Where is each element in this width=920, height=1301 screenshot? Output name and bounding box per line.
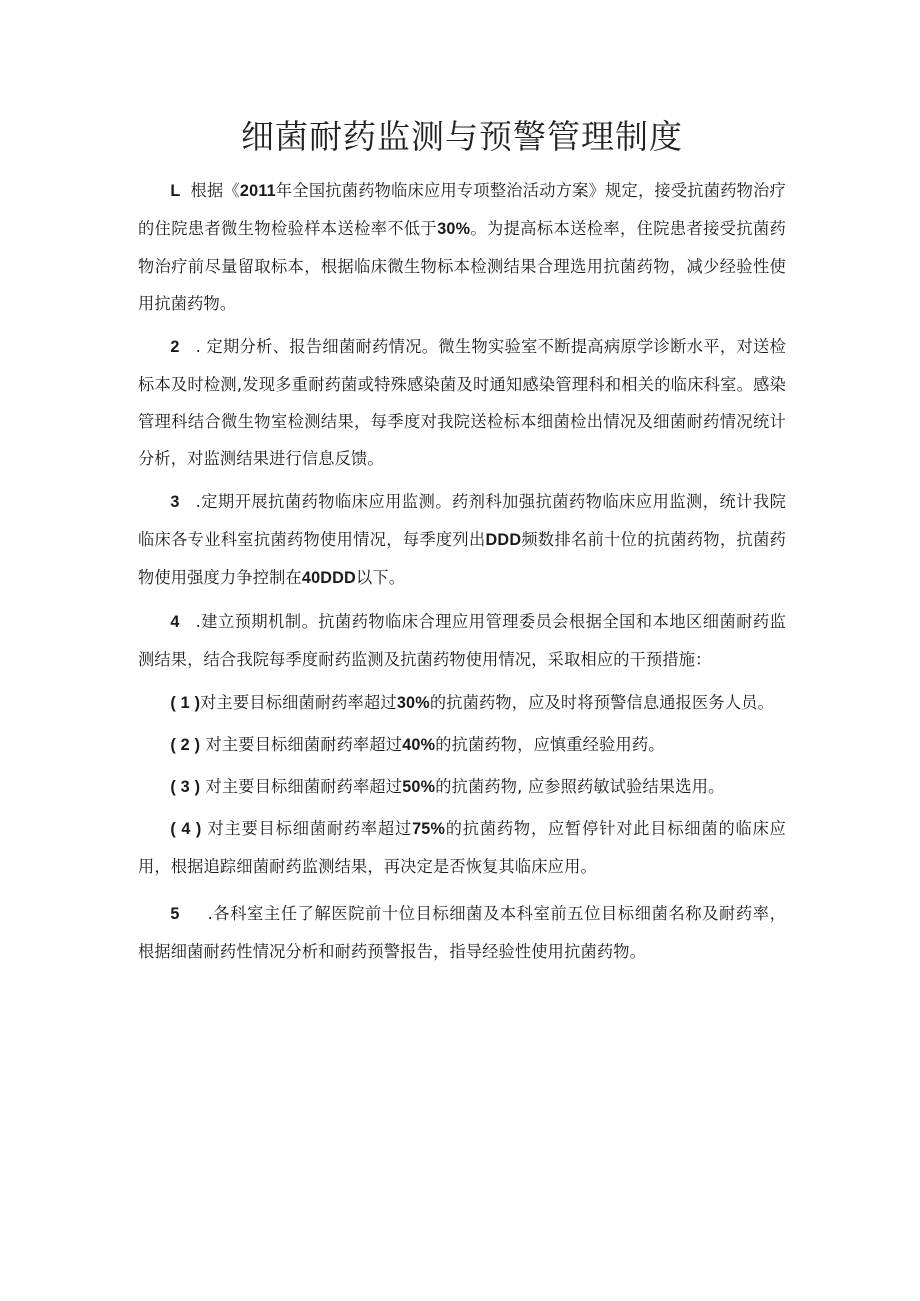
threshold-value: 40% <box>402 736 436 754</box>
measure-4 <box>138 810 786 885</box>
paragraph-number: 4 <box>170 613 180 631</box>
measure-text: 的抗菌药物，应暂停针对此目标细菌的临床应用，根据追踪细菌耐药监测结果，再决定是否恢复其临床应用。 <box>138 819 787 876</box>
measure-number: ( 4 ) <box>170 820 202 838</box>
measure-text: 的抗菌药物, 应参照药敏试验结果选用。 <box>435 777 725 796</box>
paragraph-number: L <box>170 182 181 200</box>
measure-text: 对主要目标细菌耐药率超过 <box>205 735 403 754</box>
measure-text: 的抗菌药物，应及时将预警信息通报医务人员。 <box>429 693 774 712</box>
paragraph-text: 以下。 <box>355 568 406 587</box>
measure-1 <box>138 684 786 722</box>
paragraph-number: 2 <box>170 338 180 356</box>
paragraph-text: 频数排名前十位的抗菌药物，抗菌药物使用强度力争控制在 <box>138 530 787 587</box>
paragraph-5 <box>138 895 786 970</box>
threshold-value: 30% <box>396 694 430 712</box>
paragraph-text: 根据《 <box>190 181 240 200</box>
measure-3 <box>138 768 786 806</box>
threshold-value: 50% <box>402 778 436 796</box>
document-page <box>138 112 786 976</box>
paragraph-text: .建立预期机制。抗菌药物临床合理应用管理委员会根据全国和本地区细菌耐药监测结果，结合我院每季度耐药监测及抗菌药物使用情况，采取相应的干预措施： <box>138 612 786 669</box>
paragraph-text: .定期开展抗菌药物临床应用监测。药剂科加强抗菌药物临床应用监测，统计我院临床各专业科室抗菌药物使用情况，每季度列出 <box>138 492 786 549</box>
paragraph-3 <box>138 483 786 597</box>
measure-text: 的抗菌药物，应慎重经验用药。 <box>435 735 665 754</box>
measure-text: 对主要目标细菌耐药率超过 <box>205 777 403 796</box>
bold-value: 30% <box>437 220 471 238</box>
threshold-value: 75% <box>412 820 446 838</box>
measure-text: 对主要目标细菌耐药率超过 <box>207 819 413 838</box>
document-title: 细菌耐药监测与预警管理制度 <box>241 117 683 156</box>
paragraph-text: . 定期分析、报告细菌耐药情况。微生物实验室不断提高病原学诊断水平，对送检标本及时检测,发现多重耐药菌或特殊感染菌及时通知感染管理科和相关的临床科室。感染管理科结合微生物室检测结果，每季度对我院送检标本细菌检出情况及细菌耐药情况统计分析，对监测结果进行信息反馈。 <box>138 337 786 468</box>
bold-value: DDD <box>485 531 522 549</box>
paragraph-2 <box>138 328 786 477</box>
paragraph-text: 。为提高标本送检率，住院患者接受抗菌药物治疗前尽量留取标本，根据临床微生物标本检测结果合理选用抗菌药物，减少经验性使用抗菌药物。 <box>138 219 786 313</box>
measure-number: ( 2 ) <box>170 736 201 754</box>
paragraph-text: 年全国抗菌药物临床应用专项整治活动方案》规定，接受抗菌药物治疗的住院患者微生物检验样本送检率不低于 <box>138 181 786 238</box>
measure-number: ( 3 ) <box>170 778 201 796</box>
paragraph-4 <box>138 603 786 678</box>
bold-value: 40DDD <box>301 569 356 587</box>
measure-number: ( 1 ) <box>170 694 201 712</box>
paragraph-number: 5 <box>170 905 180 923</box>
measure-text: 对主要目标细菌耐药率超过 <box>200 693 397 712</box>
paragraph-number: 3 <box>170 493 180 511</box>
measure-2 <box>138 726 786 764</box>
paragraph-text: .各科室主任了解医院前十位目标细菌及本科室前五位目标细菌名称及耐药率，根据细菌耐药性情况分析和耐药预警报告，指导经验性使用抗菌药物。 <box>138 904 786 961</box>
bold-value: 2011 <box>239 182 276 200</box>
paragraph-1 <box>138 172 786 322</box>
